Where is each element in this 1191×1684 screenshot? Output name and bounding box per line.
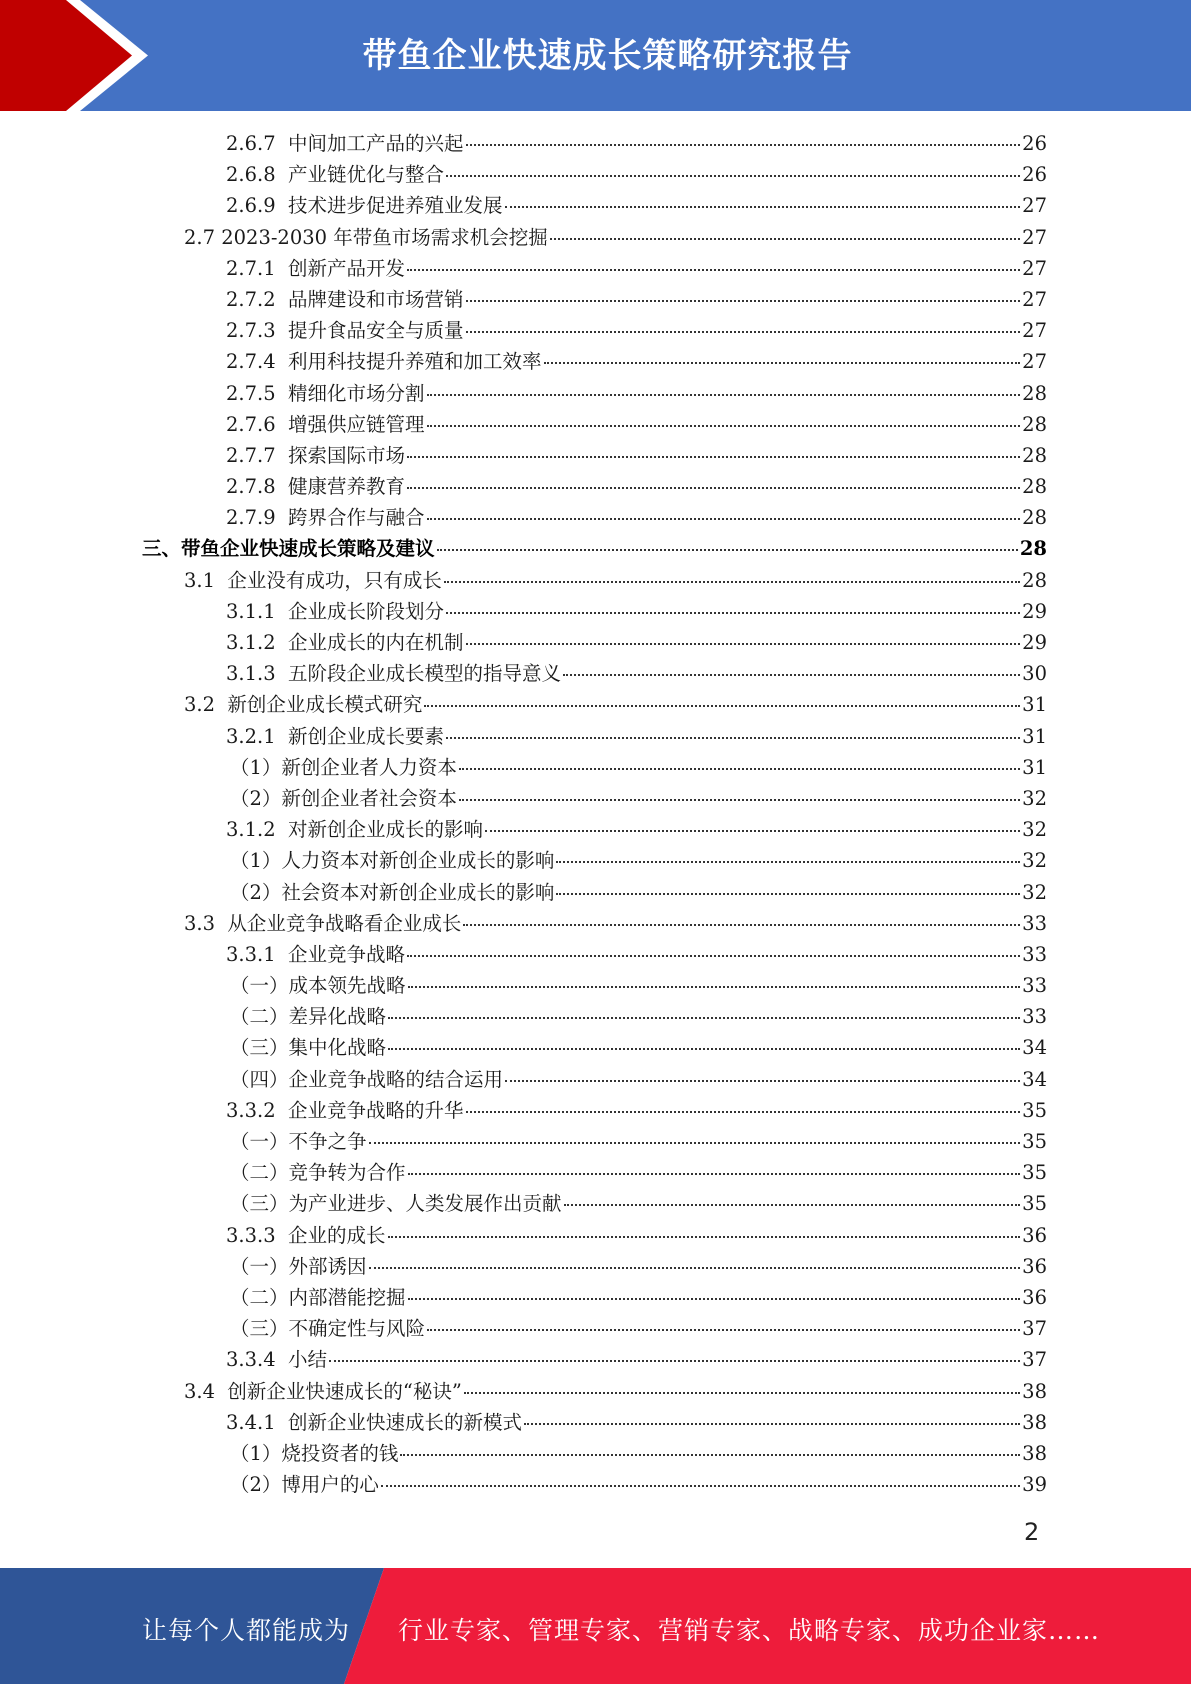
toc-dot-leader bbox=[556, 893, 1020, 895]
toc-entry[interactable] bbox=[0, 1095, 1191, 1126]
toc-entry-page: 36 bbox=[1022, 1223, 1047, 1247]
toc-entry-title: （四）企业竞争战略的结合运用 bbox=[230, 1067, 504, 1091]
toc-entry-page: 29 bbox=[1022, 631, 1047, 654]
toc-entry[interactable] bbox=[0, 721, 1191, 752]
toc-entry-title: （1）新创企业者人力资本 bbox=[230, 755, 457, 779]
toc-dot-leader bbox=[444, 581, 1020, 583]
toc-dot-leader bbox=[466, 643, 1021, 645]
toc-entry-number: 3.1.2 bbox=[226, 631, 289, 654]
toc-entry[interactable] bbox=[0, 627, 1191, 658]
toc-entry-page: 35 bbox=[1022, 1192, 1047, 1216]
toc-entry-page: 27 bbox=[1022, 319, 1047, 343]
toc-entry-title: 品牌建设和市场营销 bbox=[288, 287, 464, 311]
toc-entry-title: 企业竞争战略 bbox=[288, 942, 406, 966]
toc-entry-number: 3.1.2 bbox=[226, 818, 289, 842]
toc-entry[interactable] bbox=[0, 970, 1191, 1001]
toc-entry-number: 3.3 bbox=[184, 911, 228, 935]
toc-entry-number: 3.3.1 bbox=[226, 942, 289, 966]
toc-entry-number: 2.7.4 bbox=[226, 350, 289, 374]
toc-dot-leader bbox=[329, 1360, 1020, 1362]
toc-entry[interactable] bbox=[0, 1251, 1191, 1282]
toc-entry-page: 27 bbox=[1022, 350, 1047, 374]
toc-entry[interactable] bbox=[0, 471, 1191, 502]
toc-dot-leader bbox=[407, 456, 1020, 458]
toc-dot-leader bbox=[505, 206, 1021, 208]
toc-entry-number: 2.6.9 bbox=[226, 194, 289, 218]
toc-entry-number: 3.2 bbox=[184, 693, 228, 717]
toc-entry-page: 35 bbox=[1022, 1130, 1047, 1153]
toc-dot-leader bbox=[388, 1017, 1020, 1019]
toc-entry-page: 26 bbox=[1022, 132, 1047, 155]
toc-entry-title: 提升食品安全与质量 bbox=[288, 319, 464, 343]
toc-entry-title: （一）不争之争 bbox=[230, 1130, 367, 1153]
toc-dot-leader bbox=[388, 1048, 1020, 1050]
toc-entry-title: （2）博用户的心 bbox=[230, 1473, 379, 1497]
toc-entry[interactable] bbox=[0, 409, 1191, 440]
toc-entry-title: （三）集中化战略 bbox=[230, 1036, 387, 1060]
toc-entry-title: （一）外部诱因 bbox=[230, 1254, 367, 1278]
toc-entry-page: 27 bbox=[1022, 194, 1047, 218]
toc-entry[interactable] bbox=[0, 658, 1191, 689]
toc-dot-leader bbox=[463, 924, 1020, 926]
toc-entry[interactable] bbox=[0, 284, 1191, 315]
toc-dot-leader bbox=[407, 955, 1020, 957]
toc-entry-number: 3.4 bbox=[184, 1379, 228, 1403]
toc-entry-page: 31 bbox=[1022, 755, 1047, 779]
toc-entry[interactable] bbox=[0, 1220, 1191, 1251]
toc-entry-title: （三）不确定性与风险 bbox=[230, 1317, 426, 1341]
toc-entry-page: 37 bbox=[1022, 1348, 1047, 1372]
toc-dot-leader bbox=[369, 1267, 1021, 1269]
toc-entry[interactable] bbox=[0, 1469, 1191, 1500]
toc-entry-page: 32 bbox=[1022, 849, 1047, 873]
toc-entry-title: （1）烧投资者的钱 bbox=[230, 1441, 399, 1465]
toc-entry[interactable] bbox=[0, 346, 1191, 377]
toc-entry-number: 2.7.1 bbox=[226, 256, 289, 280]
toc-dot-leader bbox=[550, 238, 1020, 240]
toc-entry-page: 38 bbox=[1022, 1441, 1047, 1465]
toc-dot-leader bbox=[459, 799, 1020, 801]
toc-entry-title: 小结 bbox=[288, 1348, 328, 1372]
toc-entry[interactable] bbox=[0, 190, 1191, 221]
toc-entry[interactable] bbox=[0, 752, 1191, 783]
toc-entry-page: 33 bbox=[1022, 911, 1047, 935]
toc-entry-page: 35 bbox=[1022, 1161, 1047, 1185]
toc-entry-title: （二）内部潜能挖掘 bbox=[230, 1285, 406, 1309]
toc-entry-page: 28 bbox=[1022, 475, 1047, 499]
toc-entry-title: 利用科技提升养殖和加工效率 bbox=[288, 350, 542, 374]
toc-entry-number: 3.4.1 bbox=[226, 1410, 289, 1434]
toc-entry-title: 企业成长阶段划分 bbox=[288, 599, 445, 623]
toc-dot-leader bbox=[427, 1329, 1020, 1331]
toc-dot-leader bbox=[544, 362, 1021, 364]
toc-entry[interactable] bbox=[0, 1064, 1191, 1095]
toc-entry-page: 38 bbox=[1022, 1379, 1047, 1403]
toc-dot-leader bbox=[424, 705, 1020, 707]
toc-entry-page: 30 bbox=[1022, 662, 1047, 686]
toc-entry-page: 32 bbox=[1022, 880, 1047, 904]
toc-entry[interactable] bbox=[0, 128, 1191, 159]
toc-dot-leader bbox=[427, 394, 1021, 396]
page-number: 2 bbox=[1024, 1518, 1040, 1546]
toc-entry[interactable] bbox=[0, 1126, 1191, 1157]
toc-entry-number: 2.7.9 bbox=[226, 506, 289, 530]
toc-entry[interactable] bbox=[0, 1344, 1191, 1375]
toc-entry-number: 3.3.2 bbox=[226, 1098, 289, 1122]
toc-entry-page: 36 bbox=[1022, 1285, 1047, 1309]
toc-dot-leader bbox=[563, 674, 1020, 676]
toc-entry-title: 新创企业成长要素 bbox=[288, 724, 445, 748]
toc-entry-title: 创新企业快速成长的“秘诀” bbox=[227, 1379, 462, 1403]
toc-entry-page: 26 bbox=[1022, 163, 1047, 187]
toc-entry[interactable] bbox=[0, 533, 1191, 564]
toc-entry-title: 新创企业成长模式研究 bbox=[227, 693, 423, 717]
toc-entry-title: 2023-2030 年带鱼市场需求机会挖掘 bbox=[221, 225, 548, 249]
toc-dot-leader bbox=[446, 612, 1020, 614]
toc-entry-number: 3.1.3 bbox=[226, 662, 289, 686]
toc-entry-title: 增强供应链管理 bbox=[288, 412, 425, 436]
toc-entry-number: 2.7.2 bbox=[226, 287, 289, 311]
toc-entry-title: 创新企业快速成长的新模式 bbox=[288, 1410, 523, 1434]
toc-entry-title: 企业竞争战略的升华 bbox=[288, 1098, 464, 1122]
toc-entry-title: （三）为产业进步、人类发展作出贡献 bbox=[230, 1192, 562, 1216]
toc-entry-number: 2.7.6 bbox=[226, 412, 289, 436]
toc-entry-page: 33 bbox=[1022, 942, 1047, 966]
toc-dot-leader bbox=[437, 549, 1018, 551]
toc-entry-page: 37 bbox=[1022, 1317, 1047, 1341]
toc-entry-title: 跨界合作与融合 bbox=[288, 506, 425, 530]
toc-entry-title: 创新产品开发 bbox=[288, 256, 406, 280]
toc-entry-title: 企业没有成功，只有成长 bbox=[227, 568, 442, 592]
toc-entry-number: 3.3.4 bbox=[226, 1348, 289, 1372]
toc-entry-number: 2.6.8 bbox=[226, 163, 289, 187]
toc-entry-page: 28 bbox=[1019, 537, 1047, 561]
toc-entry[interactable] bbox=[0, 315, 1191, 346]
toc-entry-title: 产业链优化与整合 bbox=[288, 163, 445, 187]
footer-slogan-right: 行业专家、管理专家、营销专家、战略专家、成功企业家…… bbox=[398, 1616, 1101, 1645]
toc-entry-number: 3.1.1 bbox=[226, 599, 289, 623]
toc-entry-page: 29 bbox=[1022, 599, 1047, 623]
toc-entry-title: 中间加工产品的兴起 bbox=[288, 132, 464, 155]
toc-entry-number: 3.3.3 bbox=[226, 1223, 289, 1247]
toc-entry-title: 精细化市场分割 bbox=[288, 381, 425, 405]
toc-entry[interactable] bbox=[0, 814, 1191, 845]
table-of-contents bbox=[0, 128, 1191, 1500]
toc-entry[interactable] bbox=[0, 689, 1191, 720]
toc-dot-leader bbox=[464, 1392, 1020, 1394]
page-header bbox=[0, 0, 1191, 111]
toc-entry-page: 33 bbox=[1022, 1005, 1047, 1029]
toc-entry[interactable] bbox=[0, 378, 1191, 409]
toc-entry-page: 27 bbox=[1022, 256, 1047, 280]
toc-dot-leader bbox=[407, 269, 1020, 271]
toc-dot-leader bbox=[466, 144, 1021, 146]
toc-entry-title: （2）社会资本对新创企业成长的影响 bbox=[230, 880, 555, 904]
page-footer bbox=[0, 1568, 1191, 1684]
toc-entry[interactable] bbox=[0, 596, 1191, 627]
toc-dot-leader bbox=[427, 425, 1021, 427]
toc-entry-title: 从企业竞争战略看企业成长 bbox=[227, 911, 462, 935]
toc-entry[interactable] bbox=[0, 1282, 1191, 1313]
toc-dot-leader bbox=[446, 175, 1020, 177]
toc-entry-title: 对新创企业成长的影响 bbox=[288, 818, 484, 842]
toc-entry-page: 38 bbox=[1022, 1410, 1047, 1434]
toc-entry[interactable] bbox=[0, 877, 1191, 908]
toc-entry-title: 企业成长的内在机制 bbox=[288, 631, 464, 654]
toc-entry[interactable] bbox=[0, 440, 1191, 471]
toc-entry[interactable] bbox=[0, 1157, 1191, 1188]
toc-dot-leader bbox=[408, 1173, 1021, 1175]
footer-slogan-left: 让每个人都能成为 bbox=[142, 1616, 351, 1645]
toc-entry-page: 27 bbox=[1022, 225, 1047, 249]
toc-entry-title: （2）新创企业者社会资本 bbox=[230, 786, 457, 810]
toc-entry[interactable] bbox=[0, 939, 1191, 970]
toc-dot-leader bbox=[400, 1454, 1020, 1456]
toc-dot-leader bbox=[408, 986, 1021, 988]
toc-entry[interactable] bbox=[0, 222, 1191, 253]
toc-entry-page: 28 bbox=[1022, 506, 1047, 530]
toc-dot-leader bbox=[459, 768, 1020, 770]
toc-entry-title: 五阶段企业成长模型的指导意义 bbox=[288, 662, 562, 686]
toc-dot-leader bbox=[485, 830, 1020, 832]
toc-entry-page: 33 bbox=[1022, 974, 1047, 998]
toc-entry-page: 34 bbox=[1022, 1067, 1047, 1091]
toc-entry-title: 三、带鱼企业快速成长策略及建议 bbox=[142, 537, 435, 561]
toc-dot-leader bbox=[446, 737, 1020, 739]
toc-entry[interactable] bbox=[0, 1407, 1191, 1438]
toc-entry[interactable] bbox=[0, 1376, 1191, 1407]
toc-dot-leader bbox=[564, 1204, 1021, 1206]
toc-entry-page: 28 bbox=[1022, 412, 1047, 436]
toc-entry-title: 健康营养教育 bbox=[288, 475, 406, 499]
toc-entry-number: 3.2.1 bbox=[226, 724, 289, 748]
toc-entry-title: 企业的成长 bbox=[288, 1223, 386, 1247]
toc-dot-leader bbox=[466, 331, 1021, 333]
toc-entry-page: 28 bbox=[1022, 568, 1047, 592]
toc-entry-page: 27 bbox=[1022, 287, 1047, 311]
toc-entry-page: 31 bbox=[1022, 693, 1047, 717]
toc-entry-number: 2.7.5 bbox=[226, 381, 289, 405]
toc-dot-leader bbox=[524, 1423, 1020, 1425]
toc-entry-page: 31 bbox=[1022, 724, 1047, 748]
toc-entry-page: 28 bbox=[1022, 381, 1047, 405]
toc-entry[interactable] bbox=[0, 845, 1191, 876]
toc-entry-title: （1）人力资本对新创企业成长的影响 bbox=[230, 849, 555, 873]
toc-entry[interactable] bbox=[0, 1438, 1191, 1469]
toc-dot-leader bbox=[466, 300, 1021, 302]
toc-dot-leader bbox=[505, 1080, 1020, 1082]
toc-entry-number: 2.7.3 bbox=[226, 319, 289, 343]
toc-dot-leader bbox=[427, 518, 1021, 520]
toc-entry[interactable] bbox=[0, 783, 1191, 814]
toc-entry-number: 2.6.7 bbox=[226, 132, 289, 155]
toc-entry[interactable] bbox=[0, 1001, 1191, 1032]
toc-entry-number: 2.7.8 bbox=[226, 475, 289, 499]
toc-entry-page: 39 bbox=[1022, 1473, 1047, 1497]
toc-dot-leader bbox=[381, 1485, 1020, 1487]
toc-entry[interactable] bbox=[0, 253, 1191, 284]
toc-entry-title: （二）竞争转为合作 bbox=[230, 1161, 406, 1185]
toc-entry[interactable] bbox=[0, 1188, 1191, 1219]
toc-entry-page: 32 bbox=[1022, 818, 1047, 842]
toc-entry-title: 探索国际市场 bbox=[288, 443, 406, 467]
toc-entry[interactable] bbox=[0, 502, 1191, 533]
toc-dot-leader bbox=[408, 1298, 1021, 1300]
toc-dot-leader bbox=[388, 1236, 1021, 1238]
toc-entry[interactable] bbox=[0, 1313, 1191, 1344]
toc-entry-page: 32 bbox=[1022, 786, 1047, 810]
toc-entry[interactable] bbox=[0, 159, 1191, 190]
toc-dot-leader bbox=[556, 861, 1020, 863]
report-title: 带鱼企业快速成长策略研究报告 bbox=[362, 36, 853, 76]
toc-entry[interactable] bbox=[0, 908, 1191, 939]
toc-entry[interactable] bbox=[0, 565, 1191, 596]
toc-entry-page: 28 bbox=[1022, 443, 1047, 467]
toc-entry-page: 34 bbox=[1022, 1036, 1047, 1060]
toc-dot-leader bbox=[466, 1111, 1021, 1113]
toc-entry-page: 36 bbox=[1022, 1254, 1047, 1278]
toc-entry-title: （二）差异化战略 bbox=[230, 1005, 387, 1029]
toc-entry-number: 2.7.7 bbox=[226, 443, 289, 467]
toc-entry-title: （一）成本领先战略 bbox=[230, 974, 406, 998]
toc-dot-leader bbox=[369, 1142, 1021, 1144]
toc-entry-number: 3.1 bbox=[184, 568, 228, 592]
toc-entry-number: 2.7 bbox=[184, 225, 222, 249]
toc-entry-title: 技术进步促进养殖业发展 bbox=[288, 194, 503, 218]
toc-entry-page: 35 bbox=[1022, 1098, 1047, 1122]
toc-dot-leader bbox=[407, 487, 1020, 489]
toc-entry[interactable] bbox=[0, 1032, 1191, 1063]
